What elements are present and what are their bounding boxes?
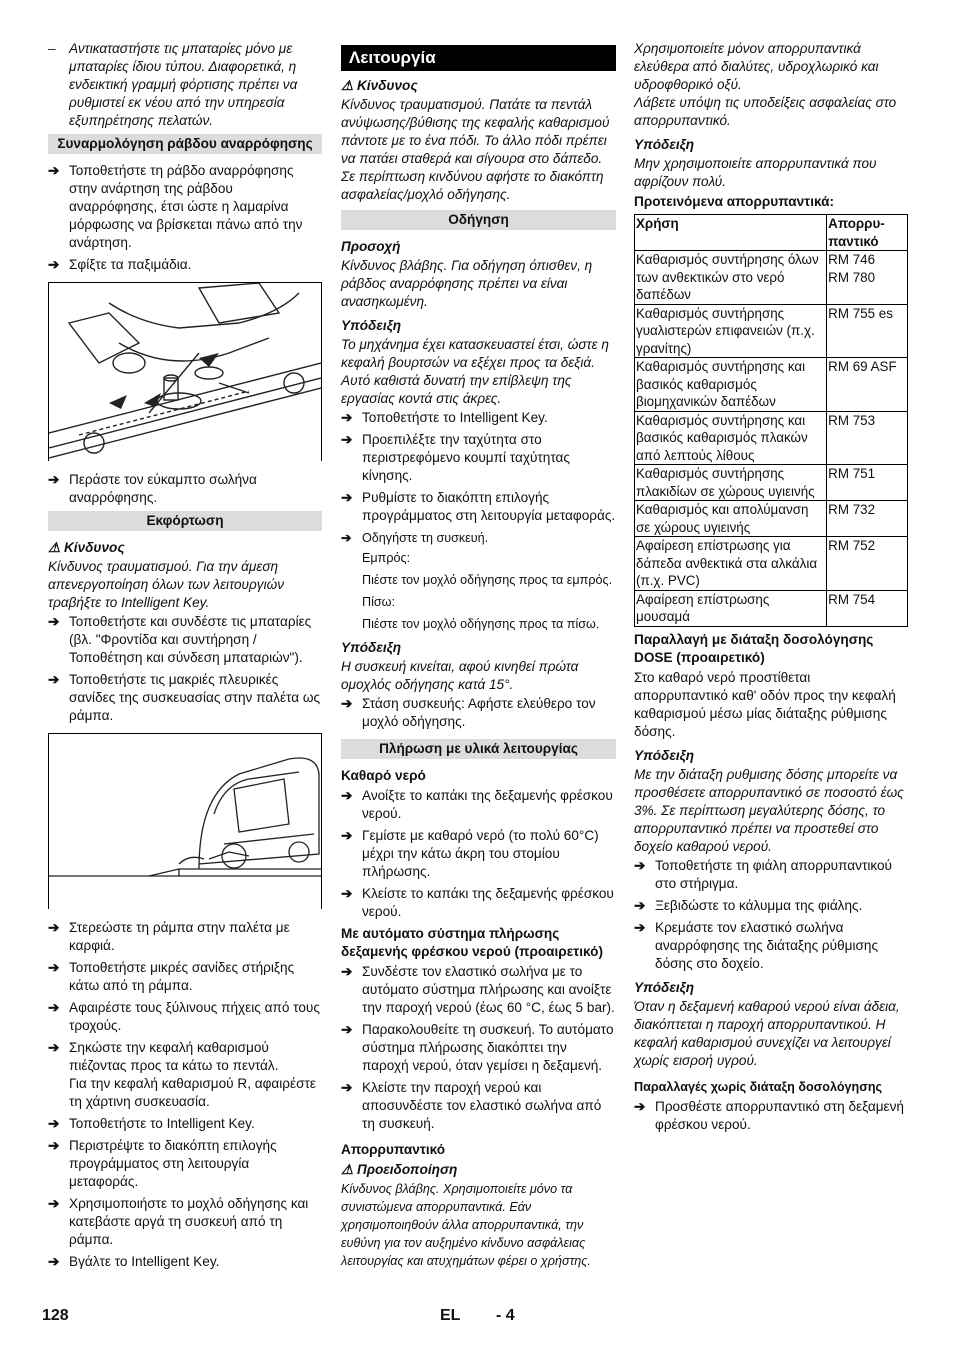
arrow-icon: ➔ — [48, 614, 60, 629]
usage-cell: Καθαρισμός συντήρησης γυαλιστερών επιφανειών (π.χ. γρανίτης) — [635, 304, 827, 358]
detergent-cell: RM 754 — [827, 590, 908, 626]
hint-text: Το μηχάνημα έχει κατασκευαστεί έτσι, ώστε η κεφαλή βουρτσών να εξέχει προς τα δεξιά. Αυτό καθιστά δυνατή την επίβλεψη της εργασίας κοντά στις άκρες. — [341, 337, 609, 406]
caution-text: Κίνδυνος βλάβης. Για οδήγηση όπισθεν, η ράβδος αναρρόφησης πρέπει να είναι ανασηκωμένη. — [341, 258, 593, 309]
column-left — [48, 40, 322, 1275]
arrow-icon: ➔ — [48, 960, 60, 975]
arrow-icon: ➔ — [634, 897, 646, 913]
section-header-unload: Εκφόρτωση — [48, 511, 322, 531]
warning-text: Κίνδυνος βλάβης. Χρησιμοποιείτε μόνο τα συνιστώμενα απορρυπαντικά. Εάν χρησιμοποιηθούν άλλα απορρυπαντικά, την ευθύνη για τον αυξημένο κίνδυνο ασφάλειας λειτουργίας και ατυχημάτων φέρει ο χρήστης. — [341, 1182, 591, 1268]
arrow-icon: ➔ — [48, 1040, 60, 1055]
figure-squeegee-mount — [48, 282, 322, 461]
step: ➔ Κρεμάστε τον ελαστικό σωλήνα αναρρόφησης της διάταξης ρύθμισης δόσης στο δοχείο. — [634, 919, 878, 971]
danger-text: Κίνδυνος τραυματισμού. Πατάτε τα πεντάλ ανύψωσης/βύθισης της κεφαλής καθαρισμού πάντοτε με το ένα πόδι. Το άλλο πόδι πρέπει να πατάει σταθερά και σίγουρα στο δάπεδο. — [341, 97, 610, 166]
step: ➔ Οδηγήστε τη συσκευή. — [341, 531, 489, 545]
danger-text: Κίνδυνος τραυματισμού. Για την άμεση απενεργοποίηση όλων των λειτουργιών τραβήξτε το Intelligent Key. — [48, 559, 284, 610]
detergent-cell: RM 752 — [827, 537, 908, 591]
sub-page: - 4 — [496, 1307, 515, 1324]
usage-cell: Καθαρισμός συντήρησης και βασικός καθαρισμός πλακών από λεπτούς λίθους — [635, 411, 827, 465]
step: ➔ Ρυθμίστε το διακόπτη επιλογής προγράμματος στη λειτουργία μεταφοράς. — [341, 490, 616, 523]
usage-cell: Καθαρισμός συντήρησης πλακιδίων σε χώρους υγιεινής — [635, 465, 827, 501]
table-header: Χρήση — [635, 215, 827, 251]
usage-cell: Καθαρισμός συντήρησης όλων των ανθεκτικών στο νερό δαπέδων — [635, 251, 827, 305]
arrow-icon: ➔ — [48, 672, 60, 687]
warning-icon: ⚠ — [48, 540, 61, 555]
step: ➔ Σφίξτε τα παξιμάδια. — [48, 257, 192, 272]
dose-heading: Παραλλαγή με διάταξη δοσολόγησης DOSE (προαιρετικό) — [634, 631, 874, 665]
table-header-row — [635, 215, 908, 251]
section-header-assembly: Συναρμολόγηση ράβδου αναρρόφησης — [48, 134, 322, 154]
usage-cell: Αφαίρεση επίστρωσης για δάπεδα ανθεκτικά στα αλκάλια (π.χ. PVC) — [635, 537, 827, 591]
language-code: EL — [440, 1307, 461, 1324]
step: ➔ Περάστε τον εύκαμπτο σωλήνα αναρρόφησης. — [48, 472, 257, 505]
usage-cell: Καθαρισμός συντήρησης και βασικός καθαρισμός βιομηχανικών δαπέδων — [635, 358, 827, 412]
arrow-icon: ➔ — [341, 828, 353, 843]
no-dose-heading: Παραλλαγές χωρίς διάταξη δοσολόγησης — [634, 1079, 883, 1094]
page-number: 128 — [42, 1307, 69, 1324]
step: ➔ Στερεώστε τη ράμπα στην παλέτα με καρφιά. — [48, 920, 290, 953]
warning-icon: ⚠ — [341, 1162, 354, 1177]
column-right — [634, 40, 907, 1138]
step: ➔ Τοποθετήστε μικρές σανίδες στήριξης κάτω από τη ράμπα. — [48, 960, 295, 993]
arrow-icon: ➔ — [48, 1196, 60, 1211]
subheading-auto-fill: Με αυτόματο σύστημα πλήρωσης δεξαμενής φρέσκου νερού (προαιρετικό) — [341, 926, 603, 959]
step: ➔ Συνδέστε τον ελαστικό σωλήνα με το αυτόματο σύστημα πλήρωσης και ανοίξτε την παροχή νερού (έως 60 °C, έως 5 bar). — [341, 964, 615, 1015]
arrow-icon: ➔ — [48, 1000, 60, 1015]
squeegee-mount-illustration — [49, 283, 321, 461]
arrow-icon: ➔ — [48, 163, 60, 178]
back-label: Πίσω: — [362, 595, 395, 609]
arrow-icon: ➔ — [634, 919, 646, 935]
arrow-icon: ➔ — [341, 531, 352, 545]
step: ➔ Κλείστε την παροχή νερού και αποσυνδέστε τον ελαστικό σωλήνα από τη συσκευή. — [341, 1080, 602, 1131]
arrow-icon: ➔ — [341, 410, 353, 425]
hint-text: Με την διάταξη ρυθμισης δόσης μπορείτε να προσθέσετε απορρυπαντικό σε ποσοστό έως 3%. Σε περίπτωση μεγαλύτερης δόσης, το απορρυπαντικό πρέπει να προστεθεί στο δοχείο καθαρού νερού. — [634, 766, 904, 854]
arrow-icon: ➔ — [341, 1080, 353, 1095]
step: ➔ Περιστρέψτε το διακόπτη επιλογής προγράμματος στη λειτουργία μεταφοράς. — [48, 1138, 277, 1189]
hint-text: Όταν η δεξαμενή καθαρού νερού είναι άδεια, διακόπτεται η παροχή απορρυπαντικού. Η κεφαλή καθαρισμού συνεχίζει να λειτουργεί χωρίς εισροή υγρού. — [634, 998, 900, 1068]
column-middle — [341, 40, 616, 1270]
arrow-icon: ➔ — [341, 696, 353, 711]
hint-text: Μην χρησιμοποιείτε απορρυπαντικά που αφρίζουν πολύ. — [634, 156, 877, 189]
detergent-cell: RM 755 es — [827, 304, 908, 358]
step: ➔ Σηκώστε την κεφαλή καθαρισμού πιέζοντας προς τα κάτω το πεντάλ. — [48, 1040, 279, 1073]
arrow-icon: ➔ — [341, 886, 353, 901]
figure-ramp — [48, 733, 322, 909]
detergent-cell: RM 69 ASF — [827, 358, 908, 412]
hint-heading: Υπόδειξη — [634, 747, 695, 763]
step: ➔ Τοποθετήστε τη φιάλη απορρυπαντικού στο στήριγμα. — [634, 857, 892, 891]
battery-replace-note: – Αντικαταστήστε τις μπαταρίες μόνο με μπαταρίες ίδιου τύπου. Διαφορετικά, η ενδεικτική γραμμή φόρτισης πρέπει να ρυθμιστεί εκ νέου από την υπηρεσία εξυπηρέτησης πελατών. — [48, 41, 298, 128]
detergent-text: Χρησιμοποιείτε μόνον απορρυπαντικά ελεύθερα από διαλύτες, υδροχλωρικό και υδροφθορικό οξύ. — [634, 41, 879, 92]
step: ➔ Προεπιλέξτε την ταχύτητα στο περιστρεφόμενο κουμπί ταχύτητας κίνησης. — [341, 432, 570, 483]
detergent-cell: RM 751 — [827, 465, 908, 501]
arrow-icon: ➔ — [634, 1098, 646, 1114]
hint-heading: Υπόδειξη — [634, 979, 695, 995]
table-row — [635, 590, 908, 626]
forward-text: Πιέστε τον μοχλό οδήγησης προς τα εμπρός. — [362, 573, 613, 587]
arrow-icon: ➔ — [48, 920, 60, 935]
step: ➔ Βγάλτε το Intelligent Key. — [48, 1254, 220, 1269]
step: ➔ Ανοίξτε το καπάκι της δεξαμενής φρέσκου νερού. — [341, 788, 613, 821]
section-header-fill: Πλήρωση με υλικά λειτουργίας — [341, 739, 616, 759]
machine-on-ramp-illustration — [49, 734, 321, 909]
table-row — [635, 358, 908, 412]
arrow-icon: ➔ — [341, 490, 353, 505]
step: ➔ Γεμίστε με καθαρό νερό (το πολύ 60°C) μέχρι την κάτω άκρη του στομίου πλήρωσης. — [341, 828, 599, 879]
step: ➔ Ξεβιδώστε το κάλυμμα της φιάλης. — [634, 897, 863, 913]
step: ➔ Τοποθετήστε το Intelligent Key. — [48, 1116, 255, 1131]
table-row — [635, 537, 908, 591]
step: ➔ Τοποθετήστε τη ράβδο αναρρόφησης στην ανάρτηση της ράβδου αναρρόφησης, έτσι ώστε η λαμαρίνα μόρφωσης να βρίσκεται πάνω από την ανάρτηση. — [48, 163, 303, 250]
arrow-icon: ➔ — [48, 1116, 60, 1131]
step: ➔ Τοποθετήστε τις μακριές πλευρικές σανίδες της συσκευασίας στην παλέτα ως ράμπα. — [48, 672, 321, 723]
hint-heading: Υπόδειξη — [634, 137, 695, 152]
step: ➔ Τοποθετήστε το Intelligent Key. — [341, 410, 548, 425]
step: ➔ Τοποθετήστε και συνδέστε τις μπαταρίες (βλ. "Φροντίδα και συντήρηση /Τοποθέτηση και σύνδεση μπαταριών"). — [48, 614, 312, 665]
step-note: Για την κεφαλή καθαρισμού R, αφαιρέστε τη χάρτινη συσκευασία. — [69, 1076, 316, 1109]
arrow-icon: ➔ — [634, 857, 646, 873]
danger-heading: ⚠ Κίνδυνος — [341, 78, 418, 93]
arrow-icon: ➔ — [48, 1138, 60, 1153]
warning-icon: ⚠ — [341, 78, 354, 93]
detergent-text: Λάβετε υπόψη τις υποδείξεις ασφαλείας στο απορρυπαντικό. — [634, 95, 897, 128]
subheading-detergent: Απορρυπαντικό — [341, 1142, 446, 1157]
step: ➔ Στάση συσκευής: Αφήστε ελεύθερο τον μοχλό οδήγησης. — [341, 696, 596, 729]
usage-cell: Καθαρισμός και απολύμανση σε χώρους υγιεινής — [635, 501, 827, 537]
danger-text: Σε περίπτωση κινδύνου αφήστε το διακόπτη ασφαλείας/μοχλό οδήγησης. — [341, 169, 604, 202]
section-header-drive: Οδήγηση — [341, 210, 616, 230]
forward-label: Εμπρός: — [362, 551, 411, 565]
table-row — [635, 411, 908, 465]
arrow-icon: ➔ — [48, 472, 60, 487]
arrow-icon: ➔ — [341, 1022, 353, 1037]
detergent-cell: RM 753 — [827, 411, 908, 465]
arrow-icon: ➔ — [341, 964, 353, 979]
step: ➔ Παρακολουθείτε τη συσκευή. Το αυτόματο σύστημα πλήρωσης διακόπτει την παροχή νερού, όταν γεμίσει η δεξαμενή. — [341, 1022, 614, 1073]
dose-text: Στο καθαρό νερό προστίθεται απορρυπαντικό καθ' οδόν προς την κεφαλή καθαρισμού μέσω μίας διάταξης ρύθμισης δόσης. — [634, 669, 896, 739]
subheading-clean-water: Καθαρό νερό — [341, 768, 426, 783]
chapter-title: Λειτουργία — [341, 45, 616, 71]
table-row — [635, 251, 908, 305]
detergent-table — [634, 214, 908, 627]
step: ➔ Κλείστε το καπάκι της δεξαμενής φρέσκου νερού. — [341, 886, 614, 919]
warning-heading: ⚠ Προειδοποίηση — [341, 1162, 458, 1177]
step: ➔ Αφαιρέστε τους ξύλινους πήχεις από τους τροχούς. — [48, 1000, 320, 1033]
step: ➔ Προσθέστε απορρυπαντικό στη δεξαμενή φρέσκου νερού. — [634, 1098, 904, 1132]
danger-heading: ⚠ Κίνδυνος — [48, 540, 125, 555]
back-text: Πιέστε τον μοχλό οδήγησης προς τα πίσω. — [362, 617, 600, 631]
hint-text: Η συσκευή κινείται, αφού κινηθεί πρώτα ομοχλός οδήγησης κατά 15°. — [341, 659, 579, 692]
arrow-icon: ➔ — [48, 1254, 60, 1269]
caution-heading: Προσοχή — [341, 239, 401, 254]
detergent-cell: RM 746 RM 780 — [827, 251, 908, 305]
step: ➔ Χρησιμοποιήστε το μοχλό οδήγησης και κατεβάστε αργά τη συσκευή από τη ράμπα. — [48, 1196, 309, 1247]
hint-heading: Υπόδειξη — [341, 640, 402, 655]
table-row — [635, 304, 908, 358]
dash-icon: – — [48, 41, 56, 56]
table-header: Απορρυ- παντικό — [827, 215, 908, 251]
arrow-icon: ➔ — [341, 432, 353, 447]
arrow-icon: ➔ — [341, 788, 353, 803]
table-row — [635, 465, 908, 501]
recommended-heading: Προτεινόμενα απορρυπαντικά: — [634, 194, 834, 209]
usage-cell: Αφαίρεση επίστρωσης μουσαμά — [635, 590, 827, 626]
arrow-icon: ➔ — [48, 257, 60, 272]
table-row — [635, 501, 908, 537]
detergent-cell: RM 732 — [827, 501, 908, 537]
hint-heading: Υπόδειξη — [341, 318, 402, 333]
